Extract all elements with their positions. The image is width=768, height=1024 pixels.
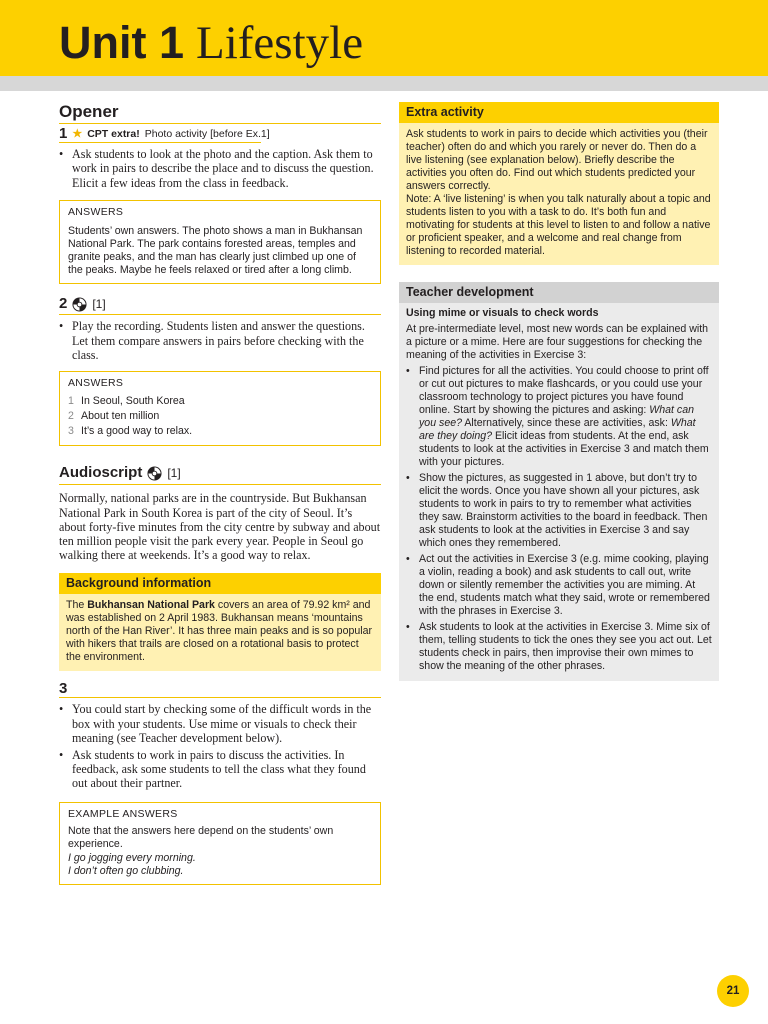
page-number: 21 — [717, 975, 749, 1007]
exercise-3-header — [59, 681, 381, 697]
right-column — [399, 102, 719, 681]
background-info-box — [59, 573, 381, 671]
exercise-1-number: 1 — [59, 125, 68, 142]
unit-label: Unit 1 — [59, 17, 185, 68]
audioscript-text: Normally, national parks are in the countryside. But Bukhansan National Park in South Korea is part of the city of Seoul. It’s about forty-five minutes from the city centre by subway and about ten million people visit the park every year. People in Seoul go walking there at weekends. It’s a good way to relax. — [59, 491, 381, 563]
exercise-2-bullets — [59, 319, 381, 362]
extra-activity-body — [399, 123, 719, 265]
park-name: Bukhansan National Park — [87, 599, 215, 612]
audio-cd-icon — [72, 297, 87, 312]
exercise-3-number: 3 — [59, 680, 68, 698]
answers-box-1 — [59, 200, 381, 284]
audioscript-header — [59, 465, 381, 481]
example-answer: I don’t often go clubbing. — [68, 864, 184, 877]
list-item: • Find pictures for all the activities. You could choose to print off or cut out pictures to make flashcards, or you could use your classroom technology to project pictures you have found online. Start by showing the pictures and asking: What can you see? Alternatively, since these are activities, ask: What are they doing? Elicit ideas from students. At the end, ask students to look at the activities in Exercise 3 and match them with your pictures. — [406, 365, 712, 469]
list-item: • Ask students to work in pairs to discuss the activities. In feedback, ask some students to tell the class what they found out about their partner. — [59, 748, 381, 791]
extra-activity-box — [399, 102, 719, 265]
unit-title-text: Lifestyle — [196, 17, 364, 69]
background-info-title: Background information — [59, 573, 381, 594]
exercise-2-rule — [59, 314, 381, 315]
answers-text: Students’ own answers. The photo shows a man in Bukhansan National Park. The park contains forested areas, temples and granite peaks, and the man has clearly just climbed up one of the peaks. Maybe he feels relaxed or tired after a long climb. — [68, 225, 363, 277]
answers-list — [68, 394, 372, 439]
header-divider — [0, 76, 768, 91]
teacher-development-intro: At pre-intermediate level, most new words can be explained with a picture or a mime. Here are four suggestions for checking the meaning of the activities in Exercise 3: — [406, 323, 709, 361]
photo-activity-note: Photo activity [before Ex.1] — [144, 128, 270, 140]
list-item: 3 It’s a good way to relax. — [68, 425, 193, 438]
teacher-development-body — [399, 303, 719, 681]
star-icon: ★ — [72, 128, 83, 140]
opener-heading: Opener — [59, 101, 381, 124]
cpt-extra-tag: CPT extra! — [87, 128, 140, 140]
exercise-3-bullets — [59, 702, 381, 790]
exercise-1-header — [59, 126, 381, 142]
example-answer: I go jogging every morning. — [68, 851, 196, 864]
background-info-body: The Bukhansan National Park covers an area of 79.92 km² and was established on 2 April 1983. Bukhansan means ‘mountains north of the Han River’. It has three main peaks and is so popular with hikers that trails are closed on a rotational basis to protect the environment. — [66, 599, 373, 664]
exercise-1-bullets — [59, 147, 381, 190]
list-item: 1 In Seoul, South Korea — [68, 395, 185, 408]
example-answers-title: EXAMPLE ANSWERS — [68, 807, 178, 820]
audioscript-heading: Audioscript — [59, 464, 143, 482]
list-item: • Act out the activities in Exercise 3 (e.g. mime cooking, playing a violin, reading a book) and ask students to call out, write down or silently remember the activities you are miming. At the end, students match what they said, wrote or remembered with the phrases in Exercise 3. — [406, 553, 712, 618]
track-ref: [1] — [92, 297, 106, 312]
live-listening-note: Note: A ‘live listening’ is when you talk naturally about a topic and students listen to you with a task to do. It’s both fun and motivating for students at this level to listen to and follow a native or proficient speaker, and a welcome and real change from listening to recorded material. — [406, 193, 711, 257]
example-answers-box — [59, 802, 381, 885]
list-item: • Show the pictures, as suggested in 1 above, but don’t try to elicit the words. Once you have shown all your pictures, ask students to work in pairs to try to remember what activities they saw. Brainstorm activities to the board in feedback. Then ask students to look at the activities in Exercise 3 and say which ones they remembered. — [406, 472, 712, 550]
extra-activity-title: Extra activity — [399, 102, 719, 123]
teacher-development-title: Teacher development — [399, 282, 719, 303]
left-column — [59, 101, 381, 885]
answers-title: ANSWERS — [68, 206, 124, 219]
list-item: • You could start by checking some of the difficult words in the box with your students. Use mime or visuals to check their meaning (see Teacher development below). — [59, 702, 381, 745]
unit-header-bar — [0, 0, 768, 76]
extra-activity-text: Ask students to work in pairs to decide which activities you (their teacher) often do and which you rarely or never do. Then do a live listening (see explanation below). Briefly describe the activities you often do. Find out which students predicted your answers correctly. — [406, 128, 708, 192]
list-item: 2 About ten million — [68, 410, 160, 423]
teacher-development-list — [406, 365, 712, 673]
teacher-development-box — [399, 282, 719, 681]
list-item: • Ask students to look at the activities in Exercise 3. Mime six of them, telling students to tick the ones they see you act out. Let students check in pairs, then improvise their own mimes to show the meaning of the other phrases. — [406, 621, 712, 673]
exercise-3-rule — [59, 697, 381, 698]
exercise-2-number: 2 — [59, 295, 68, 313]
teacher-development-subtitle: Using mime or visuals to check words — [406, 307, 599, 319]
exercise-2-header — [59, 296, 381, 312]
list-item: • Play the recording. Students listen and answer the questions. Let them compare answers in pairs before checking with the class. — [59, 319, 381, 362]
exercise-1-rule — [59, 142, 261, 143]
unit-title — [59, 18, 363, 72]
example-answers-text: Note that the answers here depend on the students’ own experience. — [68, 824, 334, 850]
list-item: • Ask students to look at the photo and the caption. Ask them to work in pairs to describe the place and to discuss the question. Elicit a few ideas from the class in feedback. — [59, 147, 381, 190]
audioscript-rule — [59, 484, 381, 485]
track-ref: [1] — [167, 466, 181, 481]
answers-box-2 — [59, 371, 381, 446]
audio-cd-icon — [147, 466, 162, 481]
answers-title: ANSWERS — [68, 377, 124, 390]
